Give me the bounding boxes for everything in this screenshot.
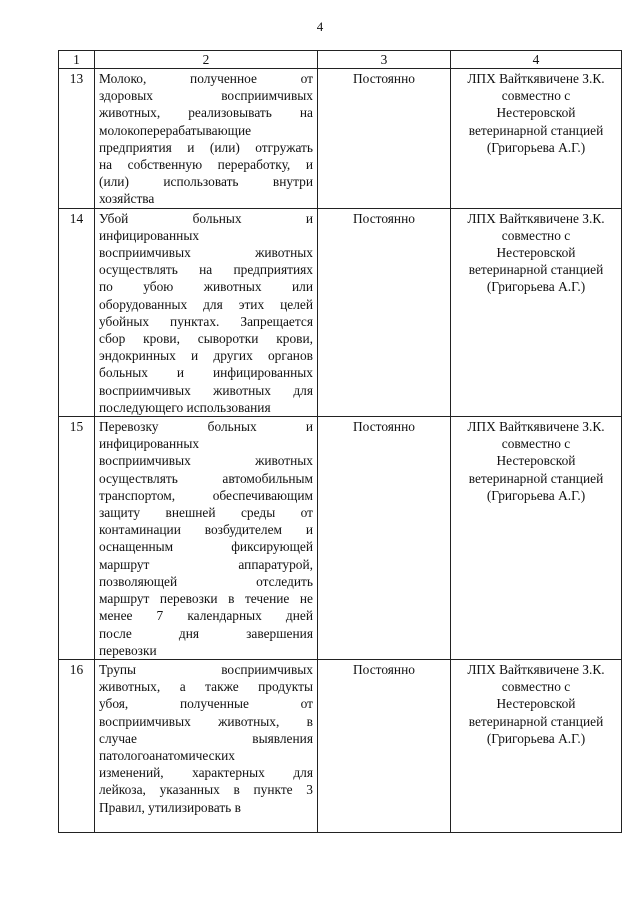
measure-description bbox=[95, 659, 318, 832]
responsible-cell bbox=[451, 208, 622, 416]
description-line: восприимчивых животных для bbox=[99, 382, 313, 398]
description-line: по убою животных или bbox=[99, 279, 313, 295]
responsible-line: (Григорьева А.Г.) bbox=[486, 279, 586, 295]
responsible-line: (Григорьева А.Г.) bbox=[486, 730, 586, 746]
responsible-cell bbox=[451, 659, 622, 832]
description-line: последующего использования bbox=[99, 399, 271, 415]
description-line: защиту внешней среды от bbox=[99, 505, 313, 521]
column-header: 2 bbox=[95, 51, 318, 69]
table-row bbox=[59, 69, 622, 209]
description-line: Убой больных и bbox=[99, 210, 313, 226]
table-row bbox=[59, 417, 622, 660]
responsible-line: ЛПХ Вайткявичене З.К. bbox=[467, 661, 605, 677]
row-number: 16 bbox=[59, 659, 95, 832]
row-number: 14 bbox=[59, 208, 95, 416]
description-line: осуществлять на предприятиях bbox=[99, 262, 313, 278]
column-header: 3 bbox=[318, 51, 451, 69]
responsible-line: ветеринарной станцией bbox=[468, 122, 604, 138]
term-cell: Постоянно bbox=[318, 659, 451, 832]
responsible-line: Нестеровской bbox=[496, 696, 576, 712]
description-line: на собственную переработку, и bbox=[99, 157, 313, 173]
description-line: больных и инфицированных bbox=[99, 365, 313, 381]
responsible-cell bbox=[451, 417, 622, 660]
description-line: Молоко, полученное от bbox=[99, 71, 313, 86]
column-header: 4 bbox=[451, 51, 622, 69]
description-line: лейкоза, указанных в пункте 3 bbox=[99, 782, 313, 798]
responsible-line: ветеринарной станцией bbox=[468, 262, 604, 278]
table-header-row bbox=[59, 51, 622, 69]
term-cell: Постоянно bbox=[318, 69, 451, 209]
responsible-line: ЛПХ Вайткявичене З.К. bbox=[467, 210, 605, 226]
description-line: молокоперерабатывающие bbox=[99, 122, 252, 138]
description-line: Правил, утилизировать в bbox=[99, 799, 241, 815]
description-line: Перевозку больных и bbox=[99, 419, 313, 435]
description-line: восприимчивых животных, в bbox=[99, 713, 313, 729]
description-line: после дня завершения bbox=[99, 625, 313, 641]
responsible-line: (Григорьева А.Г.) bbox=[486, 487, 586, 503]
description-line: патологоанатомических bbox=[99, 747, 235, 763]
description-line: убойных пунктах. Запрещается bbox=[99, 313, 313, 329]
measure-description bbox=[95, 417, 318, 660]
term-cell: Постоянно bbox=[318, 417, 451, 660]
description-line: восприимчивых животных bbox=[99, 453, 313, 469]
responsible-line: совместно с bbox=[501, 88, 571, 104]
table-row bbox=[59, 659, 622, 832]
description-line: менее 7 календарных дней bbox=[99, 608, 313, 624]
responsible-line: ЛПХ Вайткявичене З.К. bbox=[467, 419, 605, 435]
column-header: 1 bbox=[59, 51, 95, 69]
page-number: 4 bbox=[316, 19, 324, 34]
responsible-line: совместно с bbox=[501, 436, 571, 452]
description-line: убоя, полученные от bbox=[99, 696, 313, 712]
description-line: контаминации возбудителем и bbox=[99, 522, 313, 538]
description-line: маршрут перевозки в течение не bbox=[99, 591, 313, 607]
measure-description bbox=[95, 69, 318, 209]
description-line: оборудованных для этих целей bbox=[99, 296, 313, 312]
term-cell: Постоянно bbox=[318, 208, 451, 416]
responsible-line: (Григорьева А.Г.) bbox=[486, 139, 586, 155]
description-line: сбор крови, сыворотки крови, bbox=[99, 331, 313, 347]
description-line: осуществлять автомобильным bbox=[99, 470, 313, 486]
description-line: изменений, характерных для bbox=[99, 765, 313, 781]
description-line: случае выявления bbox=[99, 730, 313, 746]
responsible-line: Нестеровской bbox=[496, 245, 576, 261]
responsible-line: совместно с bbox=[501, 679, 571, 695]
measure-description bbox=[95, 208, 318, 416]
description-line: эндокринных и других органов bbox=[99, 348, 313, 364]
responsible-line: ветеринарной станцией bbox=[468, 470, 604, 486]
description-line: перевозки bbox=[99, 642, 157, 658]
description-line: животных, реализовывать на bbox=[99, 105, 313, 121]
responsible-line: совместно с bbox=[501, 227, 571, 243]
responsible-line: Нестеровской bbox=[496, 105, 576, 121]
description-line: животных, а также продукты bbox=[99, 679, 313, 695]
description-line: оснащенным фиксирующей bbox=[99, 539, 313, 555]
table-row bbox=[59, 208, 622, 416]
description-line: транспортом, обеспечивающим bbox=[99, 487, 313, 503]
description-line: предприятия и (или) отгружать bbox=[99, 139, 313, 155]
description-line: хозяйства bbox=[99, 191, 155, 207]
description-line: инфицированных bbox=[99, 227, 200, 243]
description-line: маршрут аппаратурой, bbox=[99, 556, 313, 572]
responsible-cell bbox=[451, 69, 622, 209]
table-body bbox=[59, 69, 622, 833]
description-line: Трупы восприимчивых bbox=[99, 661, 313, 677]
responsible-line: ветеринарной станцией bbox=[468, 713, 604, 729]
responsible-line: Нестеровской bbox=[496, 453, 576, 469]
description-line: позволяющей отследить bbox=[99, 573, 313, 589]
description-line: инфицированных bbox=[99, 436, 200, 452]
row-number: 13 bbox=[59, 69, 95, 209]
description-line: восприимчивых животных bbox=[99, 245, 313, 261]
description-line: здоровых восприимчивых bbox=[99, 88, 313, 104]
responsible-line: ЛПХ Вайткявичене З.К. bbox=[467, 71, 605, 86]
row-number: 15 bbox=[59, 417, 95, 660]
measures-table bbox=[58, 50, 622, 833]
description-line: (или) использовать внутри bbox=[99, 174, 313, 190]
